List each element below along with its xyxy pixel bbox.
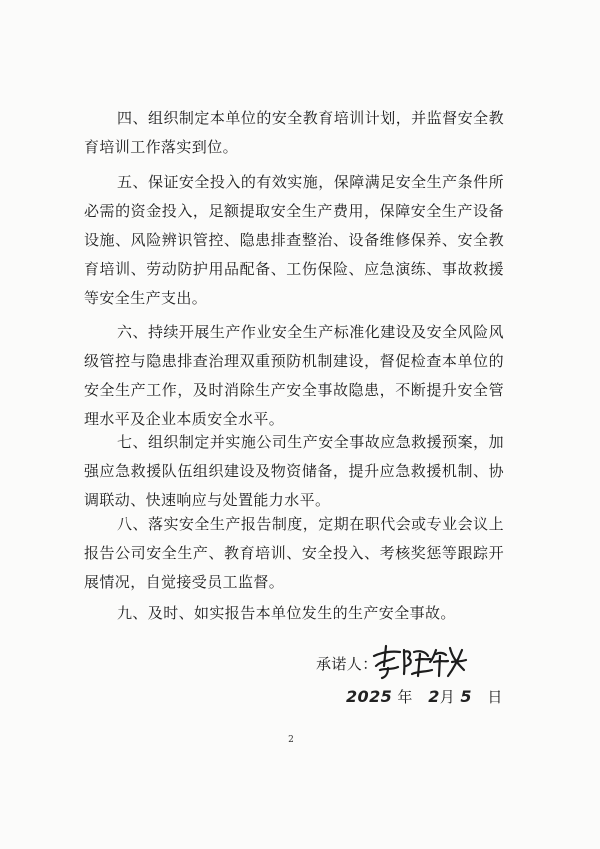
date-month-unit: 月	[439, 688, 456, 706]
date-day-unit: 日	[487, 688, 503, 706]
paragraph-item-5: 五、保证安全投入的有效实施，保障满足安全生产条件所必需的资金投入，足额提取安全生产费用，保障安全生产设备设施、风险辨识管控、隐患排查整治、设备维修保养、安全教育培训、劳动防护用品配备、工伤保险、应急演练、事故救援等安全生产支出。	[84, 173, 504, 307]
date-month: 2	[428, 687, 440, 706]
paragraph-item-6: 六、持续开展生产作业安全生产标准化建设及安全风险风级管控与隐患排查治理双重预防机制建设，督促检查本单位的安全生产工作，及时消除生产安全事故隐患，不断提升安全管理水平及企业本质安全水平。	[84, 323, 504, 428]
paragraph-item-7: 七、组织制定并实施公司生产安全事故应急救援预案，加强应急救援队伍组织建设及物资储备，提升应急救援机制、协调联动、快速响应与处置能力水平。	[84, 433, 504, 509]
signatory-label: 承诺人：	[316, 655, 378, 673]
page-number: 2	[288, 735, 294, 745]
date-day: 5	[460, 687, 472, 706]
handwritten-signature	[370, 640, 470, 684]
paragraph-item-4: 四、组织制定本单位的安全教育培训计划，并监督安全教育培训工作落实到位。	[84, 109, 504, 156]
date-year: 2025	[346, 687, 393, 706]
date-year-unit: 年	[397, 688, 413, 706]
paragraph-item-9: 九、及时、如实报告本单位发生的生产安全事故。	[117, 604, 456, 622]
paragraph-item-8: 八、落实安全生产报告制度，定期在职代会或专业会议上报告公司安全生产、教育培训、安全投入、考核奖惩等跟踪开展情况，自觉接受员工监督。	[84, 515, 504, 591]
signature-date	[346, 686, 503, 707]
